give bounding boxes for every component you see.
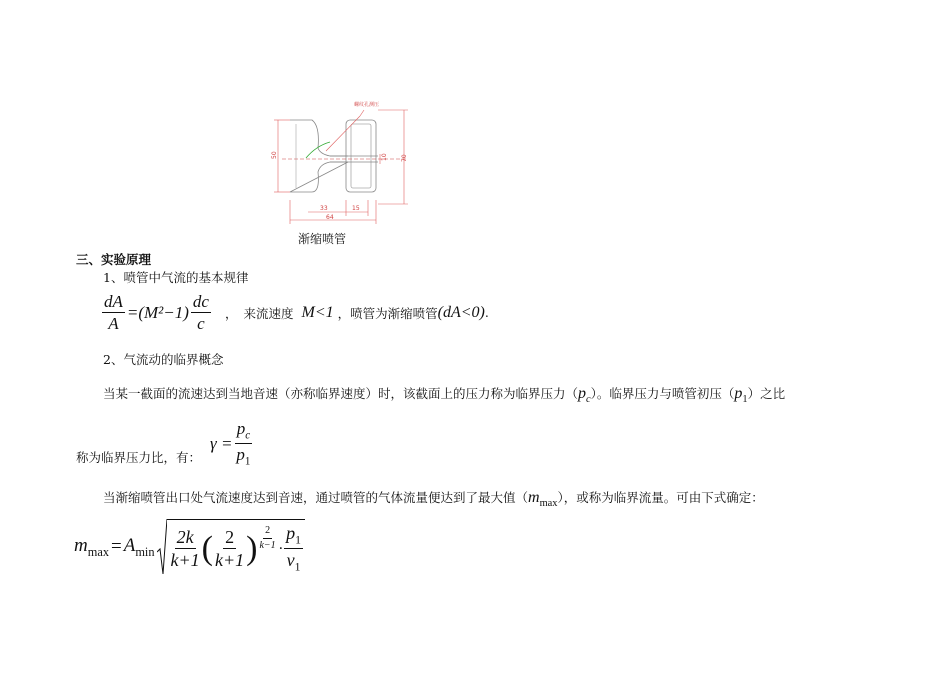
dim-right: 15 xyxy=(352,205,360,212)
eq-comma: ， xyxy=(224,305,238,321)
equation-mmax xyxy=(74,518,305,576)
condition-math: M<1 xyxy=(301,303,334,321)
mmax-equals: = xyxy=(111,536,122,557)
f3-num: p xyxy=(286,522,296,543)
para2-text: 称为临界压力比，有： xyxy=(76,450,202,465)
mmax-symbol: m xyxy=(74,534,88,556)
dim-left-height: 50 xyxy=(271,151,278,159)
f2-den: k+1 xyxy=(215,550,245,570)
m-subscript: max xyxy=(539,498,558,510)
para1-text-c: ）之比 xyxy=(747,386,786,401)
sqrt-sign: $\frac{2k}{k+1}$ ( $\frac{2}{k+1}$ ) $\frac{2}{k-1}$ · $\frac{p_1}{v_1}$ xyxy=(157,518,305,576)
gamma-lhs: γ = xyxy=(210,433,233,453)
dim-inner: 33 xyxy=(320,205,328,212)
f3-den-sub: 1 xyxy=(294,560,301,574)
paragraph-critical-flow xyxy=(103,488,764,509)
pc-subscript: c xyxy=(586,394,591,406)
gamma-num: p xyxy=(236,419,246,438)
m-symbol: m xyxy=(528,489,540,506)
eq-lhs-denominator: A xyxy=(108,314,119,333)
dim-right-height: 70 xyxy=(401,154,408,162)
equation-gamma xyxy=(210,420,252,468)
f1-den: k+1 xyxy=(170,550,200,570)
f1-num: 2k xyxy=(176,527,194,547)
eq-lhs-numerator: dA xyxy=(104,292,123,311)
result-text: ，喷管为渐缩喷管 xyxy=(337,305,438,321)
para1-text-b: ）。临界压力与喷管初压（ xyxy=(590,386,735,401)
gamma-den-sub: 1 xyxy=(244,455,251,468)
dim-total: 64 xyxy=(326,214,334,221)
pc-symbol: p xyxy=(578,385,587,402)
f2-num: 2 xyxy=(225,527,235,547)
f3-den: v xyxy=(286,550,295,570)
mmax-subscript: max xyxy=(87,544,109,559)
nozzle-drawing xyxy=(268,96,418,231)
paragraph-critical-pressure xyxy=(103,384,785,405)
section-heading: 三、实验原理 xyxy=(76,252,152,267)
f3-num-sub: 1 xyxy=(295,533,301,547)
exp-den: k−1 xyxy=(259,539,276,551)
eq-end: . xyxy=(484,305,489,320)
para1-text-a: 当某一截面的流速达到当地音速（亦称临界速度）时，该截面上的压力称为临界压力（ xyxy=(103,386,579,401)
gamma-den: p xyxy=(236,445,245,465)
condition-text: 来流速度 xyxy=(243,305,294,321)
amin-symbol: A xyxy=(123,534,136,556)
amin-subscript: min xyxy=(135,544,155,559)
result-math: (dA<0) xyxy=(437,303,485,321)
p1-symbol: p xyxy=(734,385,743,402)
eq-rhs-numerator: dc xyxy=(192,292,209,311)
dim-throat: 10 xyxy=(381,153,388,161)
exp-num: 2 xyxy=(263,526,272,539)
eq-middle: =(M²−1) xyxy=(126,302,189,322)
para3-text-b: ），或称为临界流量。可由下式确定： xyxy=(557,490,764,505)
callout-label: 螺纹孔测压 xyxy=(354,102,380,108)
item1-title: 1、喷管中气流的基本规律 xyxy=(103,270,249,285)
p1-subscript: 1 xyxy=(742,394,748,406)
equation-area-velocity xyxy=(102,293,489,332)
eq-rhs-denominator: c xyxy=(197,314,205,333)
figure-caption: 渐缩喷管 xyxy=(298,232,347,246)
gamma-num-sub: c xyxy=(245,429,251,442)
item2-title: 2、气流动的临界概念 xyxy=(103,352,224,367)
para3-text-a: 当渐缩喷管出口处气流速度达到音速，通过喷管的气体流量便达到了最大值（ xyxy=(103,490,529,505)
mult-dot: · xyxy=(278,540,284,557)
